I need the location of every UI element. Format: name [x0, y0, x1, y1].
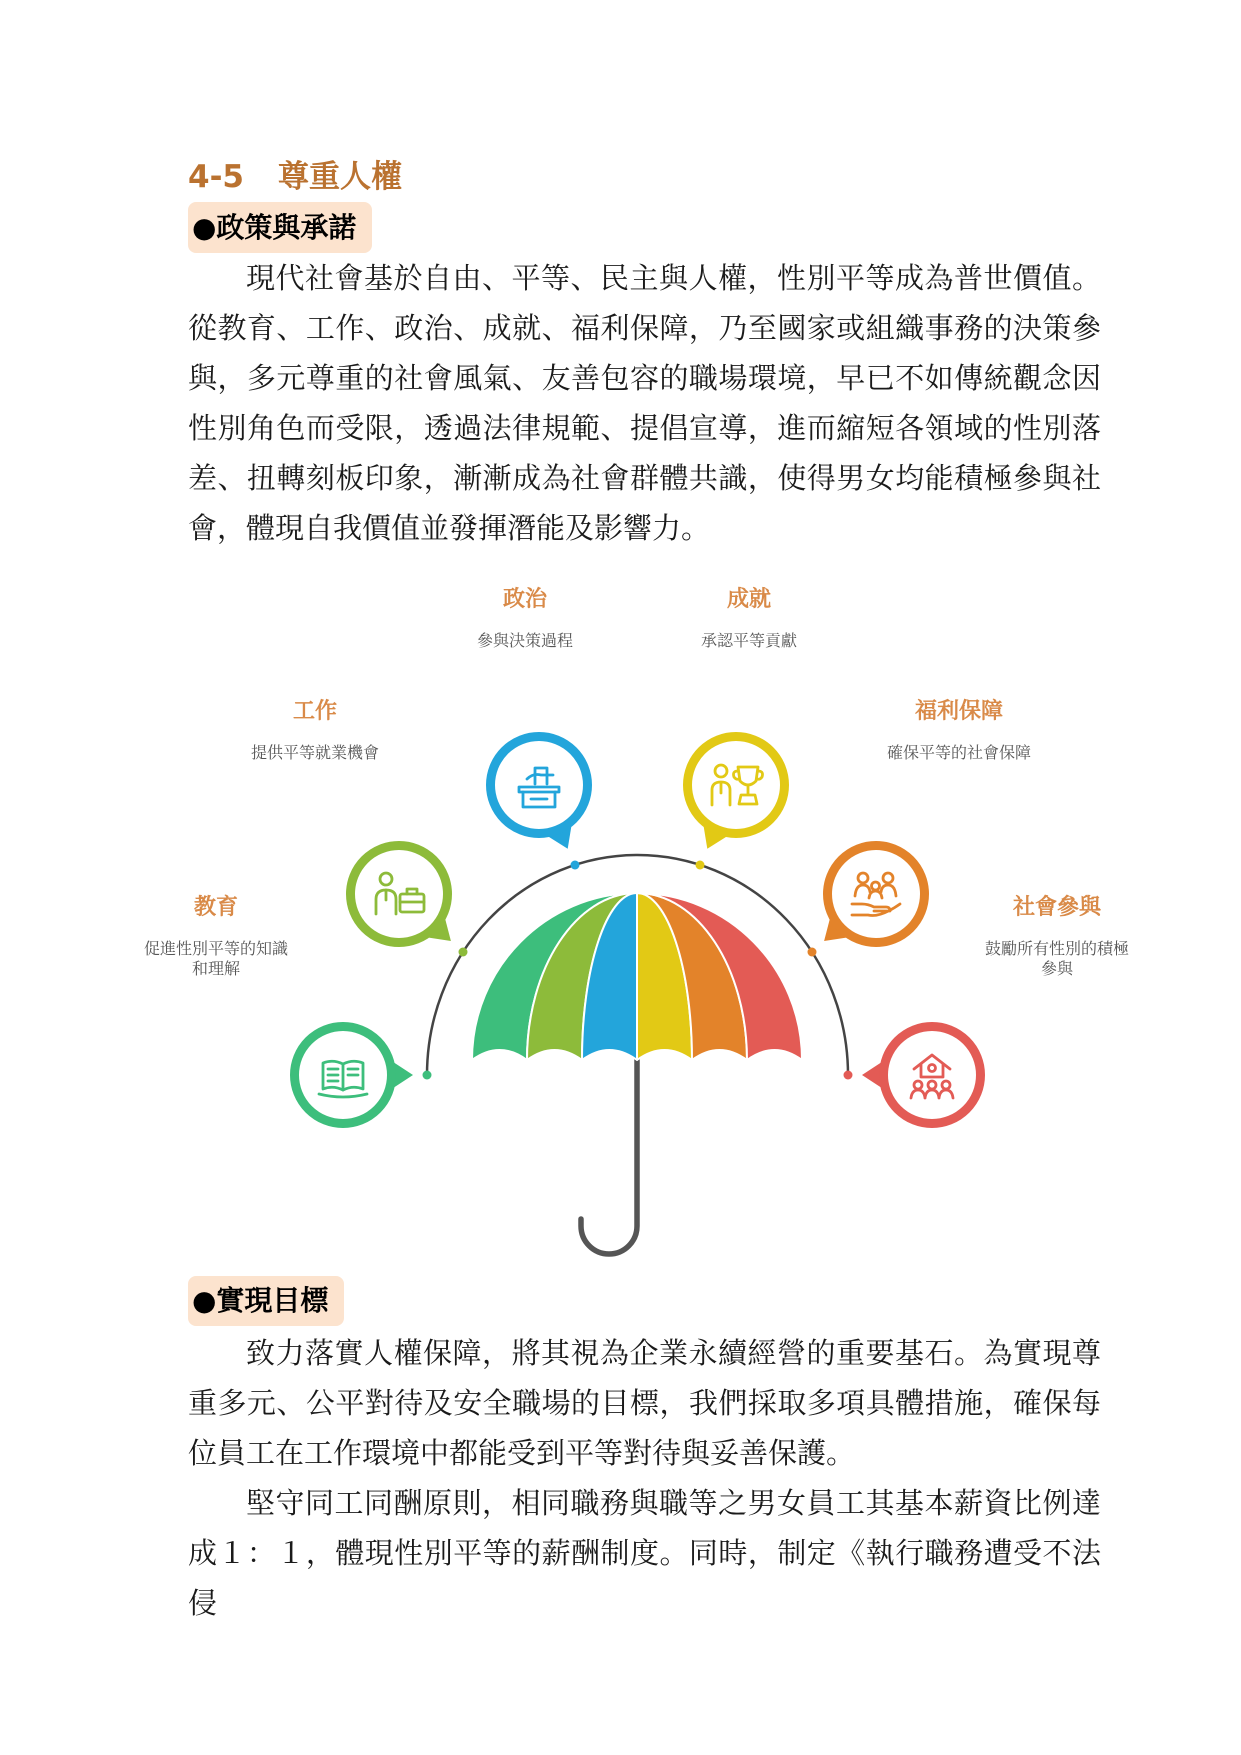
label-politics: [405, 587, 645, 651]
section-title: 尊重人權: [278, 159, 403, 195]
label-title: 福利保障: [914, 699, 1003, 724]
label-achievement: [629, 587, 869, 651]
arc-dot-welfare: [808, 948, 817, 957]
paragraph-line: 差、扭轉刻板印象，漸漸成為社會群體共識，使得男女均能積極參與社: [188, 461, 1101, 495]
paragraph-line: 致力落實人權保障，將其視為企業永續經營的重要基石。為實現尊: [246, 1336, 1101, 1370]
paragraph-line: 位員工在工作環境中都能受到平等對待與妥善保護。: [188, 1436, 856, 1470]
label-title: 政治: [502, 587, 547, 612]
label-title: 社會參與: [1012, 895, 1101, 920]
label-description: [144, 939, 288, 979]
label-description: [477, 631, 573, 651]
work-bubble: [351, 846, 451, 943]
label-description: [251, 743, 379, 763]
welfare-bubble: [824, 846, 924, 943]
bubble-ring: [828, 846, 925, 943]
arc-dot-education: [423, 1071, 432, 1080]
bubble-ring: [884, 1027, 981, 1124]
paragraph-line: 會，體現自我價值並發揮潛能及影響力。: [188, 511, 711, 545]
section-number: 4-5: [188, 159, 245, 195]
paragraph-line: 從教育、工作、政治、成就、福利保障，乃至國家或組織事務的決策參: [188, 311, 1101, 345]
arc-dot-social: [844, 1071, 853, 1080]
label-description-line: 和理解: [191, 959, 240, 978]
policy-paragraph: [188, 253, 1101, 553]
label-work: [195, 699, 435, 763]
label-welfare: [839, 699, 1079, 763]
paragraph-line: 性別角色而受限，透過法律規範、提倡宣導，進而縮短各領域的性別落: [188, 411, 1101, 445]
social-participation-bubble: [862, 1027, 981, 1124]
label-social-participation: [937, 895, 1177, 979]
paragraph-line: 與，多元尊重的社會風氣、友善包容的職場環境，早已不如傳統觀念因: [188, 361, 1101, 395]
goals-paragraph: [188, 1328, 1101, 1478]
label-description-line: 鼓勵所有性別的積極: [984, 939, 1129, 958]
policy-subheading: ●政策與承諾: [188, 202, 372, 253]
label-description-line: 承認平等貢獻: [700, 631, 797, 650]
label-description: [887, 743, 1031, 763]
education-bubble: [295, 1027, 414, 1124]
label-title: 教育: [193, 895, 238, 920]
label-education: [96, 895, 336, 979]
paragraph-line: 重多元、公平對待及安全職場的目標，我們採取多項具體措施，確保每: [188, 1386, 1101, 1420]
label-description-line: 參與決策過程: [476, 631, 573, 650]
label-title: 工作: [292, 699, 337, 724]
arc-dot-work: [459, 948, 468, 957]
umbrella-canopy: [472, 893, 802, 1060]
arc-dot-politics: [571, 861, 580, 870]
arc-dot-achievement: [696, 861, 705, 870]
paragraph-line: 現代社會基於自由、平等、民主與人權，性別平等成為普世價值。: [246, 261, 1101, 295]
bubble-ring: [351, 846, 448, 943]
bubble-ring: [688, 737, 785, 834]
politics-bubble: [491, 737, 588, 849]
bubble-ring: [491, 737, 588, 834]
label-description-line: 促進性別平等的知識: [143, 939, 288, 958]
label-description: [701, 631, 797, 651]
section-heading: [188, 158, 402, 196]
achievement-bubble: [688, 737, 785, 849]
paragraph-line: 成１：１，體現性別平等的薪酬制度。同時，制定《執行職務遭受不法侵: [188, 1536, 1101, 1620]
label-description: [985, 939, 1129, 979]
label-title: 成就: [726, 587, 771, 612]
label-description-line: 確保平等的社會保障: [886, 743, 1031, 762]
label-description-line: 參與: [1040, 959, 1073, 978]
equal-pay-paragraph: [188, 1478, 1101, 1620]
label-description-line: 提供平等就業機會: [250, 743, 379, 762]
goals-subheading: ●實現目標: [188, 1276, 344, 1326]
paragraph-line: 堅守同工同酬原則，相同職務與職等之男女員工其基本薪資比例達: [246, 1486, 1101, 1520]
umbrella-handle: [581, 1058, 637, 1254]
